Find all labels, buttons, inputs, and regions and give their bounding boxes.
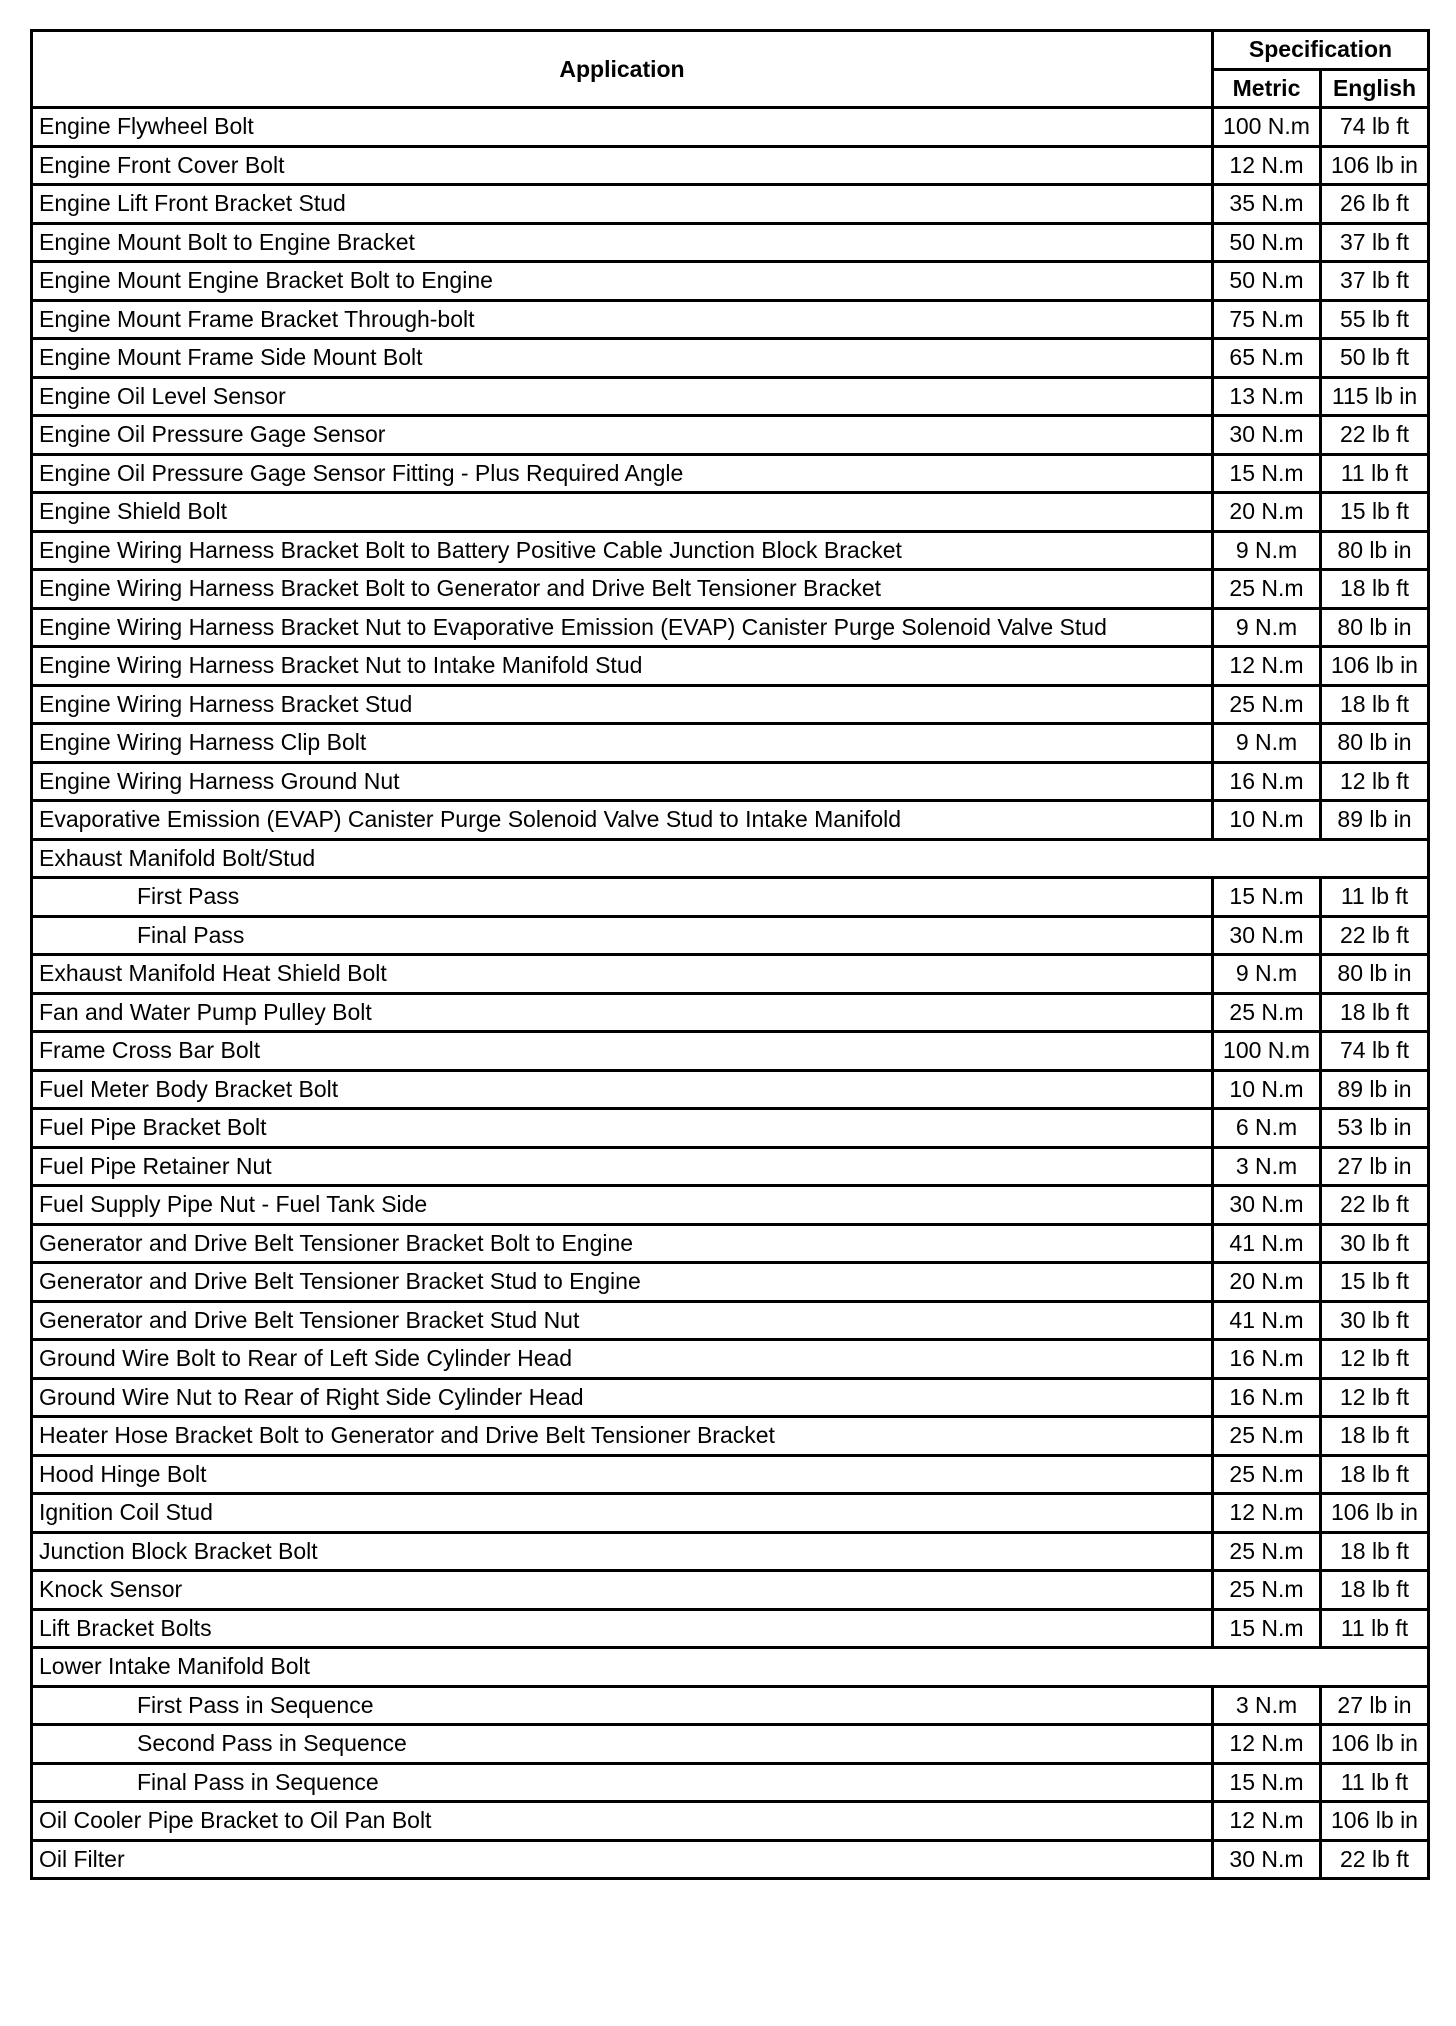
- table-row: [32, 1532, 1429, 1571]
- english-value: 15 lb ft: [1321, 493, 1429, 532]
- application-cell: Engine Wiring Harness Bracket Nut to Evaporative Emission (EVAP) Canister Purge Solenoid Valve Stud: [32, 608, 1213, 647]
- english-value: 15 lb ft: [1321, 1263, 1429, 1302]
- metric-value: 15 N.m: [1213, 1763, 1321, 1802]
- table-row: [32, 531, 1429, 570]
- table-row: [32, 1109, 1429, 1148]
- english-value: 55 lb ft: [1321, 300, 1429, 339]
- english-header: English: [1321, 69, 1429, 108]
- english-value: 50 lb ft: [1321, 339, 1429, 378]
- english-value: 11 lb ft: [1321, 1763, 1429, 1802]
- english-value: 74 lb ft: [1321, 108, 1429, 147]
- application-cell: Generator and Drive Belt Tensioner Bracket Stud to Engine: [32, 1263, 1213, 1302]
- table-row: [32, 1070, 1429, 1109]
- english-value: 30 lb ft: [1321, 1224, 1429, 1263]
- english-value: 11 lb ft: [1321, 454, 1429, 493]
- metric-value: 10 N.m: [1213, 1070, 1321, 1109]
- english-value: 80 lb in: [1321, 531, 1429, 570]
- table-row: [32, 724, 1429, 763]
- table-row: [32, 493, 1429, 532]
- specification-header: Specification: [1213, 31, 1429, 70]
- metric-value: 65 N.m: [1213, 339, 1321, 378]
- table-row: [32, 916, 1429, 955]
- application-subcell: Final Pass: [32, 916, 1213, 955]
- table-row: [32, 1609, 1429, 1648]
- english-value: 22 lb ft: [1321, 916, 1429, 955]
- english-value: 37 lb ft: [1321, 223, 1429, 262]
- application-cell: Oil Cooler Pipe Bracket to Oil Pan Bolt: [32, 1802, 1213, 1841]
- table-row: [32, 878, 1429, 917]
- table-row: [32, 762, 1429, 801]
- application-cell: Engine Mount Bolt to Engine Bracket: [32, 223, 1213, 262]
- torque-spec-table: [30, 29, 1430, 1880]
- english-value: 37 lb ft: [1321, 262, 1429, 301]
- english-value: 12 lb ft: [1321, 762, 1429, 801]
- metric-value: 25 N.m: [1213, 993, 1321, 1032]
- application-subcell: Final Pass in Sequence: [32, 1763, 1213, 1802]
- metric-value: 30 N.m: [1213, 1186, 1321, 1225]
- application-cell: Evaporative Emission (EVAP) Canister Purge Solenoid Valve Stud to Intake Manifold: [32, 801, 1213, 840]
- metric-value: 100 N.m: [1213, 108, 1321, 147]
- metric-header: Metric: [1213, 69, 1321, 108]
- application-cell: Frame Cross Bar Bolt: [32, 1032, 1213, 1071]
- table-row: [32, 1686, 1429, 1725]
- english-value: 106 lb in: [1321, 146, 1429, 185]
- application-cell: Engine Mount Frame Side Mount Bolt: [32, 339, 1213, 378]
- metric-value: 30 N.m: [1213, 1840, 1321, 1879]
- application-cell: Engine Mount Frame Bracket Through-bolt: [32, 300, 1213, 339]
- table-row: [32, 1378, 1429, 1417]
- table-row: [32, 1494, 1429, 1533]
- metric-value: 35 N.m: [1213, 185, 1321, 224]
- metric-value: 75 N.m: [1213, 300, 1321, 339]
- application-cell: Generator and Drive Belt Tensioner Bracket Bolt to Engine: [32, 1224, 1213, 1263]
- application-cell: Engine Wiring Harness Bracket Stud: [32, 685, 1213, 724]
- application-cell: Engine Flywheel Bolt: [32, 108, 1213, 147]
- english-value: 18 lb ft: [1321, 570, 1429, 609]
- table-row: [32, 262, 1429, 301]
- english-value: 106 lb in: [1321, 1494, 1429, 1533]
- application-cell: Ground Wire Bolt to Rear of Left Side Cylinder Head: [32, 1340, 1213, 1379]
- table-row: [32, 339, 1429, 378]
- metric-value: 3 N.m: [1213, 1686, 1321, 1725]
- application-cell: Exhaust Manifold Bolt/Stud: [32, 839, 1429, 878]
- table-row: [32, 1032, 1429, 1071]
- english-value: 22 lb ft: [1321, 1186, 1429, 1225]
- metric-value: 41 N.m: [1213, 1301, 1321, 1340]
- table-row: [32, 685, 1429, 724]
- application-cell: Engine Shield Bolt: [32, 493, 1213, 532]
- metric-value: 16 N.m: [1213, 1378, 1321, 1417]
- application-cell: Heater Hose Bracket Bolt to Generator and Drive Belt Tensioner Bracket: [32, 1417, 1213, 1456]
- english-value: 18 lb ft: [1321, 1532, 1429, 1571]
- application-cell: Engine Lift Front Bracket Stud: [32, 185, 1213, 224]
- application-cell: Lift Bracket Bolts: [32, 1609, 1213, 1648]
- table-row: [32, 1224, 1429, 1263]
- english-value: 18 lb ft: [1321, 685, 1429, 724]
- metric-value: 25 N.m: [1213, 1417, 1321, 1456]
- english-value: 18 lb ft: [1321, 1455, 1429, 1494]
- metric-value: 20 N.m: [1213, 1263, 1321, 1302]
- english-value: 12 lb ft: [1321, 1340, 1429, 1379]
- metric-value: 25 N.m: [1213, 1571, 1321, 1610]
- table-row: [32, 1571, 1429, 1610]
- application-cell: Engine Oil Pressure Gage Sensor: [32, 416, 1213, 455]
- english-value: 115 lb in: [1321, 377, 1429, 416]
- table-row: [32, 647, 1429, 686]
- english-value: 18 lb ft: [1321, 1417, 1429, 1456]
- english-value: 11 lb ft: [1321, 878, 1429, 917]
- metric-value: 3 N.m: [1213, 1147, 1321, 1186]
- application-cell: Oil Filter: [32, 1840, 1213, 1879]
- application-cell: Hood Hinge Bolt: [32, 1455, 1213, 1494]
- application-cell: Ignition Coil Stud: [32, 1494, 1213, 1533]
- table-row: [32, 608, 1429, 647]
- application-cell: Generator and Drive Belt Tensioner Bracket Stud Nut: [32, 1301, 1213, 1340]
- table-row: [32, 416, 1429, 455]
- application-cell: Fan and Water Pump Pulley Bolt: [32, 993, 1213, 1032]
- table-row: [32, 146, 1429, 185]
- english-value: 18 lb ft: [1321, 993, 1429, 1032]
- metric-value: 9 N.m: [1213, 531, 1321, 570]
- table-row: [32, 1763, 1429, 1802]
- english-value: 89 lb in: [1321, 1070, 1429, 1109]
- metric-value: 50 N.m: [1213, 262, 1321, 301]
- english-value: 89 lb in: [1321, 801, 1429, 840]
- table-row: [32, 185, 1429, 224]
- application-cell: Ground Wire Nut to Rear of Right Side Cylinder Head: [32, 1378, 1213, 1417]
- metric-value: 16 N.m: [1213, 762, 1321, 801]
- group-row: [32, 839, 1429, 878]
- table-header: [32, 31, 1429, 108]
- application-cell: Engine Wiring Harness Clip Bolt: [32, 724, 1213, 763]
- english-value: 18 lb ft: [1321, 1571, 1429, 1610]
- table-row: [32, 955, 1429, 994]
- application-cell: Junction Block Bracket Bolt: [32, 1532, 1213, 1571]
- english-value: 106 lb in: [1321, 1725, 1429, 1764]
- english-value: 26 lb ft: [1321, 185, 1429, 224]
- metric-value: 10 N.m: [1213, 801, 1321, 840]
- metric-value: 15 N.m: [1213, 1609, 1321, 1648]
- metric-value: 100 N.m: [1213, 1032, 1321, 1071]
- application-cell: Engine Oil Level Sensor: [32, 377, 1213, 416]
- table-row: [32, 1455, 1429, 1494]
- table-row: [32, 1802, 1429, 1841]
- group-row: [32, 1648, 1429, 1687]
- english-value: 11 lb ft: [1321, 1609, 1429, 1648]
- table-row: [32, 570, 1429, 609]
- english-value: 80 lb in: [1321, 724, 1429, 763]
- english-value: 80 lb in: [1321, 608, 1429, 647]
- application-cell: Engine Wiring Harness Bracket Nut to Intake Manifold Stud: [32, 647, 1213, 686]
- application-cell: Engine Wiring Harness Bracket Bolt to Battery Positive Cable Junction Block Bracket: [32, 531, 1213, 570]
- table-row: [32, 223, 1429, 262]
- english-value: 80 lb in: [1321, 955, 1429, 994]
- application-cell: Knock Sensor: [32, 1571, 1213, 1610]
- english-value: 106 lb in: [1321, 1802, 1429, 1841]
- metric-value: 30 N.m: [1213, 416, 1321, 455]
- metric-value: 15 N.m: [1213, 454, 1321, 493]
- table-row: [32, 801, 1429, 840]
- english-value: 30 lb ft: [1321, 1301, 1429, 1340]
- application-cell: Fuel Supply Pipe Nut - Fuel Tank Side: [32, 1186, 1213, 1225]
- metric-value: 12 N.m: [1213, 1494, 1321, 1533]
- metric-value: 6 N.m: [1213, 1109, 1321, 1148]
- english-value: 74 lb ft: [1321, 1032, 1429, 1071]
- table-row: [32, 454, 1429, 493]
- application-header: Application: [32, 31, 1213, 108]
- table-row: [32, 1186, 1429, 1225]
- table-row: [32, 1725, 1429, 1764]
- metric-value: 41 N.m: [1213, 1224, 1321, 1263]
- table-row: [32, 108, 1429, 147]
- metric-value: 13 N.m: [1213, 377, 1321, 416]
- metric-value: 12 N.m: [1213, 647, 1321, 686]
- application-cell: Engine Wiring Harness Bracket Bolt to Generator and Drive Belt Tensioner Bracket: [32, 570, 1213, 609]
- application-subcell: First Pass in Sequence: [32, 1686, 1213, 1725]
- metric-value: 16 N.m: [1213, 1340, 1321, 1379]
- application-cell: Engine Mount Engine Bracket Bolt to Engine: [32, 262, 1213, 301]
- metric-value: 25 N.m: [1213, 570, 1321, 609]
- application-cell: Fuel Meter Body Bracket Bolt: [32, 1070, 1213, 1109]
- table-row: [32, 377, 1429, 416]
- metric-value: 25 N.m: [1213, 1455, 1321, 1494]
- application-subcell: Second Pass in Sequence: [32, 1725, 1213, 1764]
- english-value: 27 lb in: [1321, 1686, 1429, 1725]
- metric-value: 12 N.m: [1213, 1802, 1321, 1841]
- english-value: 106 lb in: [1321, 647, 1429, 686]
- english-value: 22 lb ft: [1321, 416, 1429, 455]
- table-row: [32, 1301, 1429, 1340]
- application-cell: Lower Intake Manifold Bolt: [32, 1648, 1429, 1687]
- english-value: 27 lb in: [1321, 1147, 1429, 1186]
- table-row: [32, 1147, 1429, 1186]
- metric-value: 30 N.m: [1213, 916, 1321, 955]
- table-row: [32, 1340, 1429, 1379]
- english-value: 22 lb ft: [1321, 1840, 1429, 1879]
- table-row: [32, 1417, 1429, 1456]
- table-row: [32, 1840, 1429, 1879]
- application-cell: Engine Oil Pressure Gage Sensor Fitting - Plus Required Angle: [32, 454, 1213, 493]
- english-value: 53 lb in: [1321, 1109, 1429, 1148]
- metric-value: 9 N.m: [1213, 955, 1321, 994]
- application-cell: Engine Front Cover Bolt: [32, 146, 1213, 185]
- metric-value: 25 N.m: [1213, 1532, 1321, 1571]
- table-row: [32, 993, 1429, 1032]
- table-row: [32, 1263, 1429, 1302]
- metric-value: 12 N.m: [1213, 146, 1321, 185]
- application-subcell: First Pass: [32, 878, 1213, 917]
- metric-value: 20 N.m: [1213, 493, 1321, 532]
- table-body: [32, 108, 1429, 1879]
- english-value: 12 lb ft: [1321, 1378, 1429, 1417]
- application-cell: Fuel Pipe Bracket Bolt: [32, 1109, 1213, 1148]
- application-cell: Exhaust Manifold Heat Shield Bolt: [32, 955, 1213, 994]
- metric-value: 50 N.m: [1213, 223, 1321, 262]
- metric-value: 9 N.m: [1213, 608, 1321, 647]
- metric-value: 9 N.m: [1213, 724, 1321, 763]
- metric-value: 12 N.m: [1213, 1725, 1321, 1764]
- metric-value: 15 N.m: [1213, 878, 1321, 917]
- application-cell: Engine Wiring Harness Ground Nut: [32, 762, 1213, 801]
- application-cell: Fuel Pipe Retainer Nut: [32, 1147, 1213, 1186]
- metric-value: 25 N.m: [1213, 685, 1321, 724]
- table-row: [32, 300, 1429, 339]
